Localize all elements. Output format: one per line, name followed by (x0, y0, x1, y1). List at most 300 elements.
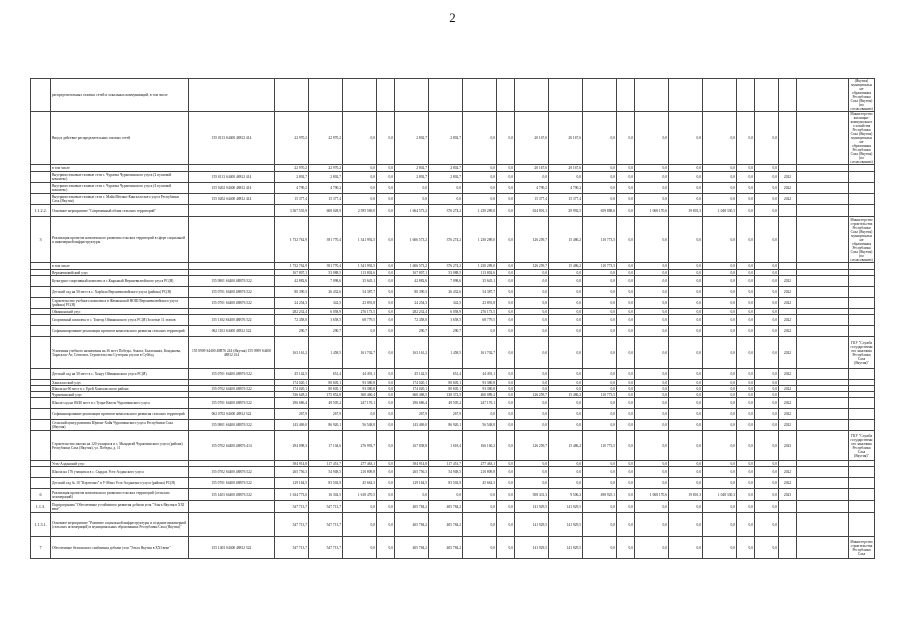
year-cell: 2022 (779, 315, 797, 326)
row-number-cell: 1.1.3. (31, 501, 51, 513)
value-cell: 0,0 (669, 478, 703, 489)
value-cell: 0,0 (377, 380, 395, 386)
value-cell: 277 463,1 (463, 461, 497, 467)
value-cell: 0,0 (549, 172, 583, 183)
value-cell: 376 274,2 (429, 217, 463, 263)
table-row (31, 489, 875, 501)
value-cell: 0,0 (377, 478, 395, 489)
responsible-org-cell: (Якутия) муниципальные образования Республики Саха (Якутия) (по согласованию) (850, 79, 873, 111)
value-cell: 1 732 762,9 (275, 263, 309, 270)
value-cell: 0,0 (497, 398, 515, 409)
blank-cell (797, 337, 849, 369)
value-cell: 536 628,2 (275, 392, 309, 398)
value-cell: 1 618 470,5 (343, 489, 377, 501)
value-cell: 0,0 (635, 380, 669, 386)
value-cell: 0,0 (635, 326, 669, 337)
value-cell: 265 756,3 (395, 467, 429, 478)
value-cell: 24 254,3 (275, 298, 309, 309)
value-cell: 0,0 (755, 337, 779, 369)
year-cell: 2022 (779, 276, 797, 287)
value-cell: 0,0 (617, 112, 635, 165)
value-cell: 0,0 (703, 380, 737, 386)
value-cell: 141 929,5 (549, 513, 583, 537)
value-cell: 1 664 573,2 (395, 205, 429, 217)
value-cell: 0,0 (549, 386, 583, 392)
value-cell: 0,0 (755, 205, 779, 217)
value-cell: 22 970,2 (309, 112, 343, 165)
value-cell: 0,0 (549, 467, 583, 478)
budget-code-cell (189, 205, 275, 217)
value-cell: 141 929,5 (515, 537, 549, 559)
value-cell: 0,0 (737, 217, 755, 263)
row-name-cell: Детский сад № 10 "Кэрэчээнэ" в У-Мэнэ Усть-Алданского улуса (района) РС(Я) (51, 478, 189, 489)
value-cell: 1 606 573,2 (395, 263, 429, 270)
value-cell: 35 645,1 (463, 276, 497, 287)
value-cell: 0,0 (737, 276, 755, 287)
value-cell: 68 779,5 (463, 315, 497, 326)
value-cell: 0,0 (617, 183, 635, 194)
value-cell: 141 929,5 (549, 537, 583, 559)
value-cell: 210 809,8 (463, 467, 497, 478)
value-cell: 0,0 (549, 315, 583, 326)
row-number-cell: 7 (31, 537, 51, 559)
value-cell: 117 451,7 (429, 461, 463, 467)
value-cell: 4 790,2 (549, 183, 583, 194)
value-cell: 0,0 (669, 398, 703, 409)
value-cell: 0,0 (377, 309, 395, 315)
value-cell: 44 491,1 (463, 369, 497, 380)
value-cell: 391 770,4 (309, 263, 343, 270)
value-cell: 0,0 (617, 467, 635, 478)
value-cell: 405 784,2 (395, 513, 429, 537)
table-row (31, 194, 875, 205)
value-cell: 276 173,5 (463, 309, 497, 315)
value-cell: 0,0 (549, 337, 583, 369)
value-cell: 0,0 (737, 467, 755, 478)
value-cell: 0,0 (343, 513, 377, 537)
value-cell: 0,0 (635, 309, 669, 315)
value-cell: 17 104,6 (309, 431, 343, 461)
year-cell (779, 501, 797, 513)
value-cell: 0,0 (669, 172, 703, 183)
value-cell: 0,0 (515, 276, 549, 287)
value-cell: 0,0 (669, 298, 703, 309)
value-cell: 0,0 (617, 165, 635, 172)
value-cell: 110 773,5 (583, 392, 617, 398)
value-cell: 0,0 (737, 315, 755, 326)
value-cell: 0,0 (635, 276, 669, 287)
value-cell: 247 176,1 (463, 398, 497, 409)
value-cell: 0,0 (463, 537, 497, 559)
value-cell: 0,0 (703, 386, 737, 392)
year-cell: 2022 (779, 478, 797, 489)
budget-code-cell: 155 0701 S4400 48B76 522 (189, 369, 275, 380)
value-cell: 0,0 (755, 165, 779, 172)
year-cell: 2022 (779, 409, 797, 420)
value-cell: 0,0 (377, 270, 395, 276)
value-cell: 0,0 (669, 326, 703, 337)
value-cell: 0,0 (497, 217, 515, 263)
value-cell: 0,0 (377, 461, 395, 467)
blank-cell (797, 298, 849, 309)
year-cell (779, 513, 797, 537)
value-cell: 1 068 170,6 (635, 489, 669, 501)
value-cell: 0,0 (635, 386, 669, 392)
value-cell: 0,0 (377, 205, 395, 217)
value-cell: 0,0 (737, 489, 755, 501)
table-row (31, 326, 875, 337)
value-cell: 20 167,6 (549, 112, 583, 165)
value-cell: 0,0 (755, 420, 779, 431)
value-cell: 126 259,7 (515, 217, 549, 263)
row-number-cell (31, 326, 51, 337)
value-cell: 0,0 (669, 315, 703, 326)
value-cell: 0,0 (583, 194, 617, 205)
year-cell: 2023 (779, 431, 797, 461)
row-number-cell (31, 409, 51, 420)
value-cell: 113 802,6 (343, 270, 377, 276)
value-cell: 267,9 (309, 409, 343, 420)
value-cell: 0,0 (737, 478, 755, 489)
year-cell: 2022 (779, 386, 797, 392)
value-cell: 0,0 (583, 315, 617, 326)
responsible-org-cell (849, 276, 875, 287)
value-cell: 547 713,7 (275, 537, 309, 559)
value-cell: 0,0 (617, 386, 635, 392)
value-cell: 0,0 (737, 183, 755, 194)
value-cell: 0,0 (617, 380, 635, 386)
value-cell: 0,0 (549, 369, 583, 380)
value-cell: 0,0 (703, 298, 737, 309)
value-cell: 0,0 (755, 315, 779, 326)
value-cell: 0,0 (515, 461, 549, 467)
value-cell: 0,0 (549, 287, 583, 298)
row-name-cell: Спортивный комплекс в с. Томтор Оймяконского улуса РС(Я) Золотые 11 этапов (51, 315, 189, 326)
value-cell: 0,0 (737, 309, 755, 315)
value-cell (309, 79, 343, 112)
value-cell: 0,0 (429, 194, 463, 205)
value-cell: 0,0 (497, 112, 515, 165)
value-cell: 0,0 (703, 326, 737, 337)
value-cell: 0,0 (515, 172, 549, 183)
value-cell: 93 380,8 (463, 380, 497, 386)
blank-cell (797, 315, 849, 326)
value-cell: 49 505,2 (309, 398, 343, 409)
value-cell: 360 460,4 (343, 392, 377, 398)
value-cell: 174 020,1 (395, 380, 429, 386)
row-name-cell: Строительство учебного комплекса в Жемконской НОШ Верхневилюйского улуса (района) РС(Я) (51, 298, 189, 309)
value-cell: 7 098,6 (429, 276, 463, 287)
value-cell: 0,0 (377, 398, 395, 409)
row-number-cell (31, 165, 51, 172)
value-cell: 0,0 (343, 537, 377, 559)
value-cell: 0,0 (377, 165, 395, 172)
value-cell: 2 802,7 (395, 112, 429, 165)
value-cell: 0,0 (703, 537, 737, 559)
row-name-cell: Строительство школы на 120 учащихся в с. Мындагай Чурапчинского улуса (района) Республики Саха (Якутия), ул. Победы, д. 11 (51, 431, 189, 461)
page-number: 2 (449, 10, 456, 25)
value-cell: 651,4 (429, 369, 463, 380)
value-cell: 247 176,1 (343, 398, 377, 409)
value-cell: 174 020,1 (275, 380, 309, 386)
value-cell: 0,0 (583, 183, 617, 194)
value-cell: 0,0 (583, 513, 617, 537)
responsible-org-cell (849, 205, 875, 217)
value-cell: 277 463,1 (343, 461, 377, 467)
value-cell: 547 713,7 (309, 537, 343, 559)
value-cell: 2 802,7 (395, 172, 429, 183)
value-cell: 3 658,5 (429, 315, 463, 326)
table-row (31, 315, 875, 326)
value-cell: 0,0 (497, 263, 515, 270)
value-cell: 0,0 (583, 386, 617, 392)
value-cell: 0,0 (635, 298, 669, 309)
value-cell (463, 79, 497, 112)
row-name-cell: Ввод в действие распределительных газовых сетей (51, 112, 189, 165)
value-cell: 80 390,3 (395, 287, 429, 298)
value-cell: 0,0 (377, 489, 395, 501)
value-cell: 0,0 (377, 537, 395, 559)
value-cell: 547 713,7 (275, 513, 309, 537)
value-cell: 0,0 (703, 513, 737, 537)
value-cell: 405 784,2 (395, 501, 429, 513)
value-cell: 0,0 (343, 501, 377, 513)
budget-code-cell (189, 165, 275, 172)
value-cell: 0,0 (703, 270, 737, 276)
value-cell: 126 259,7 (515, 392, 549, 398)
row-name-cell: Основное мероприятие "Развитие социальной инфраструктуры и создание инженерной (сельских агломераций) в муниципальных образованиях Республики Саха (Якутия)" (51, 513, 189, 537)
value-cell: 0,0 (669, 461, 703, 467)
budget-code-cell: 155 0701 S4400 48B76 522 (189, 478, 275, 489)
value-cell: 0,0 (377, 337, 395, 369)
value-cell: 0,0 (703, 398, 737, 409)
table-row (31, 112, 875, 165)
value-cell: 0,0 (377, 431, 395, 461)
value-cell: 2 802,7 (309, 172, 343, 183)
responsible-org-cell: Министерство строительства Республики Саха (Якутия) муниципальные образования Республики Саха (Якутия) (по согласованию) (850, 217, 873, 262)
row-name-cell: Софинансирование реализации проектов комплексного развития сельских территорий (51, 326, 189, 337)
responsible-org-cell: ГКУ "Служба государственного заказчика Республики Саха (Якутия)" (849, 431, 875, 461)
value-cell: 15 377,4 (309, 194, 343, 205)
value-cell: 0,0 (583, 369, 617, 380)
value-cell: 0,0 (737, 270, 755, 276)
value-cell (583, 79, 617, 112)
value-cell: 0,0 (463, 513, 497, 537)
row-name-cell: Школа-сад на 80/40 мест в с.Туора-Кюель Чурапчинского улуса (51, 398, 189, 409)
value-cell: 0,0 (497, 194, 515, 205)
table-row (31, 537, 875, 559)
value-cell: 1 048 330,3 (703, 489, 737, 501)
value-cell: 1 732 762,9 (275, 217, 309, 263)
value-cell: 0,0 (635, 287, 669, 298)
row-name-cell: Детский сад на 50 мест в с. Харбала Верхневилюйского улуса (района) РС(Я) (51, 287, 189, 298)
value-cell: 93 380,8 (463, 386, 497, 392)
responsible-org-cell (849, 513, 875, 537)
value-cell: 0,0 (635, 263, 669, 270)
value-cell: 0,0 (669, 112, 703, 165)
row-number-cell (31, 263, 51, 270)
row-number-cell (31, 183, 51, 194)
value-cell: 0,0 (549, 380, 583, 386)
budget-code-cell: 155 0113 S4400 48812 414 (189, 112, 275, 165)
value-cell (429, 79, 463, 112)
value-cell: 0,0 (463, 501, 497, 513)
value-cell: 0,0 (669, 537, 703, 559)
value-cell: 143 469,0 (275, 420, 309, 431)
row-number-cell (31, 398, 51, 409)
year-cell: 2022 (779, 183, 797, 194)
blank-cell (797, 165, 849, 172)
budget-code-cell: 062 0702 S4400 48812 522 (189, 409, 275, 420)
value-cell: 15 486,2 (549, 263, 583, 270)
value-cell: 167 838,8 (395, 431, 429, 461)
value-cell: 0,0 (703, 217, 737, 263)
responsible-org-cell (849, 501, 875, 513)
row-name-cell: Чурапчинский улус (51, 392, 189, 398)
value-cell: 0,0 (737, 398, 755, 409)
value-cell (275, 79, 309, 112)
row-number-cell (31, 194, 51, 205)
value-cell: 0,0 (669, 386, 703, 392)
blank-cell (797, 537, 849, 559)
value-cell: 93 380,8 (343, 380, 377, 386)
value-cell: 0,0 (635, 315, 669, 326)
value-cell: 0,0 (583, 409, 617, 420)
value-cell: 0,0 (377, 298, 395, 309)
value-cell: 0,0 (377, 315, 395, 326)
value-cell: 0,0 (617, 287, 635, 298)
year-cell: 2022 (779, 420, 797, 431)
value-cell: 0,0 (549, 326, 583, 337)
value-cell: 0,0 (343, 183, 377, 194)
year-cell (779, 263, 797, 270)
responsible-org-cell: ГКУ "Служба государственного заказчика Республики Саха (Якутия)" (849, 337, 875, 369)
value-cell: 0,0 (515, 369, 549, 380)
value-cell: 0,0 (617, 369, 635, 380)
row-name-cell: Оймяконский улус (51, 309, 189, 315)
value-cell: 0,0 (737, 263, 755, 270)
value-cell: 0,0 (703, 392, 737, 398)
value-cell: 110 773,5 (583, 217, 617, 263)
value-cell: 0,0 (737, 386, 755, 392)
row-name-cell: Софинансирование реализации проектов комплексного развития сельских территорий (51, 409, 189, 420)
responsible-org-cell (849, 298, 875, 309)
value-cell: 0,0 (635, 112, 669, 165)
value-cell: 0,0 (617, 326, 635, 337)
value-cell: 0,0 (549, 461, 583, 467)
row-number-cell (31, 276, 51, 287)
value-cell: 0,0 (635, 537, 669, 559)
budget-code-cell: 155 0801 S4400 48B76 522 (189, 420, 275, 431)
table-row (31, 276, 875, 287)
value-cell: 141 929,5 (515, 513, 549, 537)
value-cell: 20 167,6 (515, 112, 549, 165)
value-cell: 15 377,4 (275, 194, 309, 205)
budget-code-cell: 062 1102 S4400 48812 522 (189, 326, 275, 337)
row-name-cell: Внутрипоселковые газовые сети с. Майя Мегино-Кангаласского улуса Республики Саха (Якутия) (51, 194, 189, 205)
value-cell: 0,0 (515, 309, 549, 315)
value-cell: 0,0 (617, 172, 635, 183)
budget-code-cell (189, 513, 275, 537)
value-cell: 0,0 (669, 392, 703, 398)
value-cell: 9 506,2 (549, 489, 583, 501)
value-cell: 0,0 (703, 478, 737, 489)
value-cell: 0,0 (755, 270, 779, 276)
value-cell: 42 882,6 (275, 276, 309, 287)
value-cell: 0,0 (515, 337, 549, 369)
value-cell: 0,0 (669, 276, 703, 287)
row-number-cell: 1.1.3.1. (31, 513, 51, 537)
value-cell: 0,0 (617, 398, 635, 409)
value-cell: 0,0 (497, 165, 515, 172)
value-cell: 290,7 (275, 326, 309, 337)
value-cell: 15 486,2 (549, 431, 583, 461)
value-cell: 4 790,2 (275, 183, 309, 194)
budget-code-cell: 155 0202 S4400 48812 414 (189, 183, 275, 194)
value-cell: 35 645,1 (343, 276, 377, 287)
value-cell: 0,0 (737, 298, 755, 309)
value-cell: 608 028,9 (309, 205, 343, 217)
value-cell: 0,0 (515, 287, 549, 298)
value-cell: 0,0 (395, 183, 429, 194)
value-cell: 0,0 (583, 298, 617, 309)
row-number-cell (31, 315, 51, 326)
value-cell: 0,0 (549, 420, 583, 431)
value-cell: 376 274,2 (429, 263, 463, 270)
value-cell: 0,0 (703, 172, 737, 183)
value-cell: 110 773,5 (583, 263, 617, 270)
value-cell: 4 790,2 (515, 183, 549, 194)
value-cell: 0,0 (669, 194, 703, 205)
value-cell: 405 784,2 (429, 513, 463, 537)
value-cell: 0,0 (737, 326, 755, 337)
table-row (31, 420, 875, 431)
value-cell: 141 929,5 (515, 501, 549, 513)
value-cell: 0,0 (343, 112, 377, 165)
value-cell: 0,0 (703, 501, 737, 513)
value-cell: 0,0 (755, 431, 779, 461)
value-cell: 0,0 (377, 420, 395, 431)
value-cell: 163 161,2 (275, 337, 309, 369)
row-name-cell: Школа на 176 учащихся в с. Сырдах Усть-Алданского улуса (51, 467, 189, 478)
value-cell: 0,0 (635, 501, 669, 513)
row-name-cell: Реализация проектов комплексного развития сельских территорий (сельских агломераций) (51, 489, 189, 501)
value-cell: 0,0 (755, 326, 779, 337)
value-cell: 1 634 773,0 (275, 489, 309, 501)
value-cell: 294 098,3 (275, 431, 309, 461)
value-cell: 141 929,5 (549, 501, 583, 513)
value-cell: 0,0 (497, 309, 515, 315)
value-cell: 129 164,5 (275, 478, 309, 489)
value-cell: 45 142,5 (275, 369, 309, 380)
budget-code-cell (189, 263, 275, 270)
value-cell: 659 888,6 (583, 205, 617, 217)
value-cell: 0,0 (377, 263, 395, 270)
value-cell: 0,0 (377, 501, 395, 513)
year-cell: 2022 (779, 326, 797, 337)
value-cell: 0,0 (463, 489, 497, 501)
row-name-cell: Хангаласский улус (51, 380, 189, 386)
value-cell: 0,0 (343, 172, 377, 183)
year-cell (779, 205, 797, 217)
value-cell: 0,0 (755, 537, 779, 559)
value-cell: 0,0 (635, 270, 669, 276)
value-cell: 0,0 (377, 276, 395, 287)
value-cell: 0,0 (737, 194, 755, 205)
row-name-cell: Реализация проектов комплексного развития сельских территорий в сфере социальной и инженерной инфраструктуры (51, 217, 189, 263)
value-cell: 405 784,2 (395, 537, 429, 559)
responsible-org-cell (849, 165, 875, 172)
